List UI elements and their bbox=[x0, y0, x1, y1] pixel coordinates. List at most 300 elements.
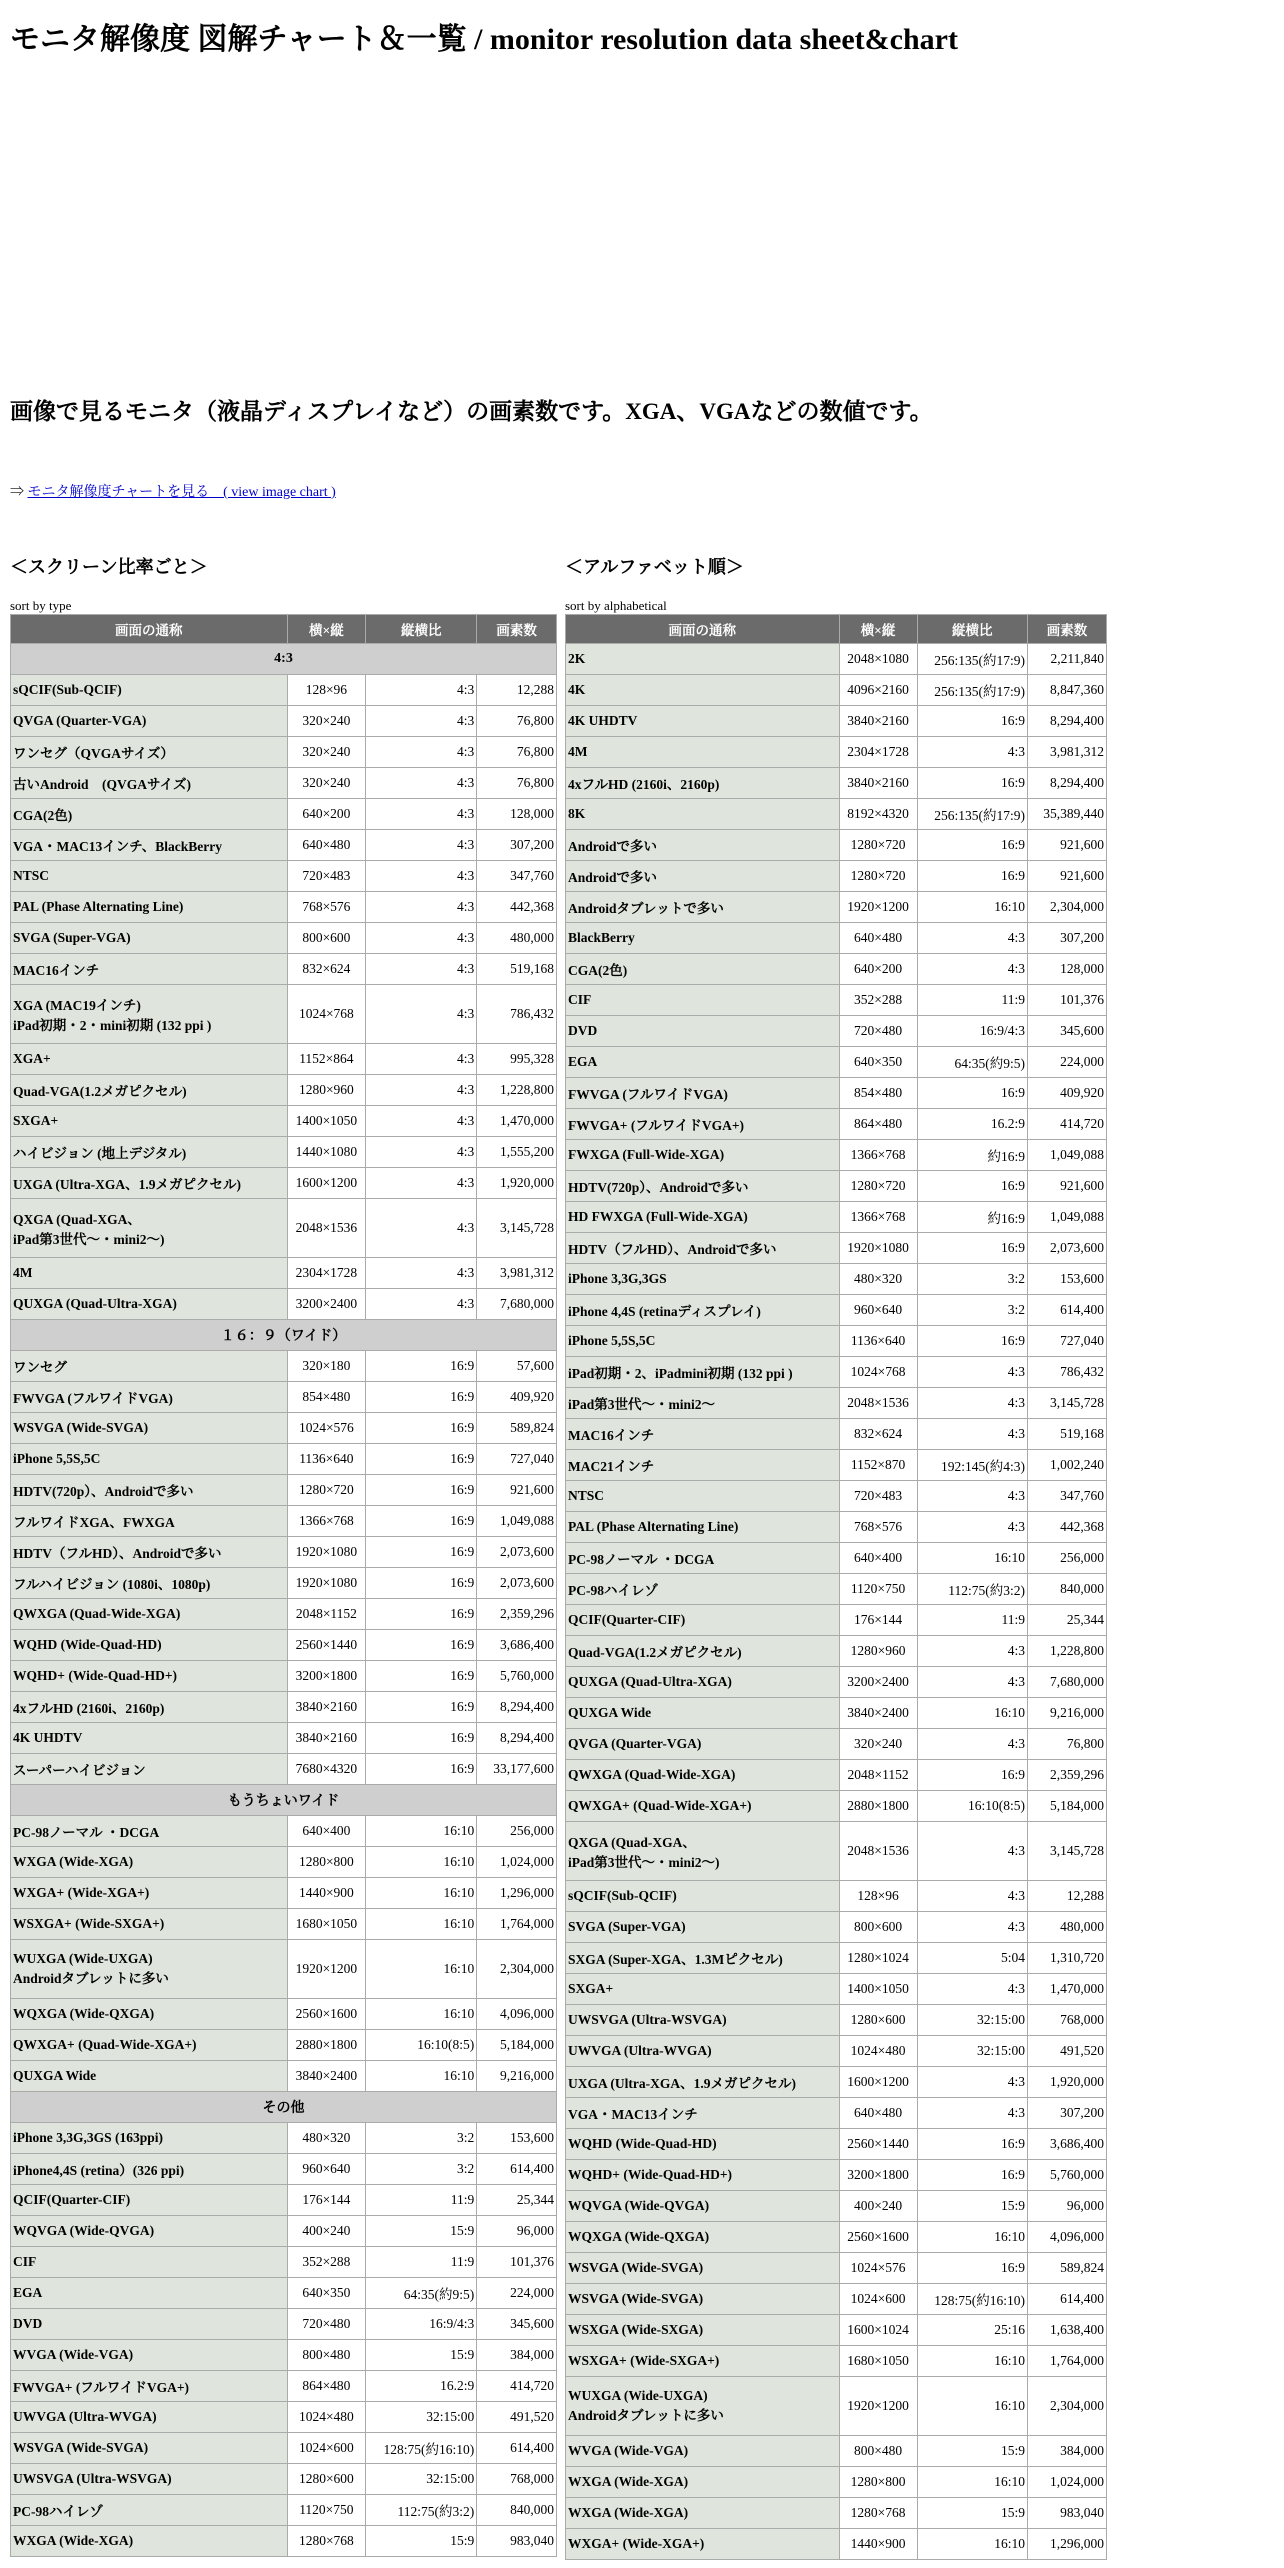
resolution-name-line: UWSVGA (Ultra-WSVGA) bbox=[13, 2471, 172, 2486]
aspect-ratio: 16:9 bbox=[918, 1326, 1027, 1356]
resolution-name bbox=[11, 985, 287, 1043]
alphabetical-table bbox=[565, 614, 1107, 2560]
resolution-size: 3840×2400 bbox=[288, 2061, 366, 2091]
resolution-name bbox=[566, 2067, 839, 2097]
aspect-ratio: 192:145(約4:3) bbox=[918, 1450, 1027, 1480]
aspect-ratio: 4:3 bbox=[366, 1258, 476, 1288]
table-row bbox=[566, 2436, 1106, 2466]
aspect-ratio: 4:3 bbox=[918, 2098, 1027, 2128]
aspect-ratio: 128:75(約16:10) bbox=[918, 2284, 1027, 2314]
resolution-size: 1280×720 bbox=[840, 861, 917, 891]
resolution-size: 1120×750 bbox=[288, 2495, 366, 2525]
table-row bbox=[11, 1754, 556, 1784]
resolution-name-line: DVD bbox=[13, 2316, 43, 2331]
resolution-size: 640×350 bbox=[288, 2278, 366, 2308]
aspect-ratio: 4:3 bbox=[366, 706, 476, 736]
resolution-name-line: フルワイドXGA、FWXGA bbox=[13, 1515, 175, 1530]
aspect-ratio: 16:10(8:5) bbox=[366, 2030, 476, 2060]
table-row bbox=[566, 768, 1106, 798]
resolution-name bbox=[566, 1791, 839, 1821]
pixel-count: 3,686,400 bbox=[1028, 2129, 1106, 2159]
resolution-name bbox=[566, 1912, 839, 1942]
pixel-count: 480,000 bbox=[1028, 1912, 1106, 1942]
resolution-name bbox=[566, 1881, 839, 1911]
resolution-name-line: ハイビジョン (地上デジタル) bbox=[13, 1146, 187, 1161]
resolution-name bbox=[11, 2464, 287, 2494]
table-row bbox=[566, 1729, 1106, 1759]
pixel-count: 768,000 bbox=[1028, 2005, 1106, 2035]
pixel-count: 307,200 bbox=[1028, 2098, 1106, 2128]
resolution-size: 1280×600 bbox=[840, 2005, 917, 2035]
resolution-name-line: HDTV(720p）、Androidで多い bbox=[13, 1484, 194, 1499]
resolution-name bbox=[11, 1630, 287, 1660]
pixel-count: 921,600 bbox=[477, 1475, 556, 1505]
resolution-size: 2048×1152 bbox=[840, 1760, 917, 1790]
resolution-name bbox=[566, 1326, 839, 1356]
sort-by-alphabetical-label: sort by alphabetical bbox=[565, 598, 667, 613]
aspect-ratio: 16:9 bbox=[366, 1661, 476, 1691]
table-row bbox=[11, 1999, 556, 2029]
view-image-chart-link[interactable]: モニタ解像度チャートを見る ( view image chart ) bbox=[27, 485, 336, 500]
group-heading: １６：９（ワイド） bbox=[11, 1320, 556, 1350]
resolution-name bbox=[566, 2191, 839, 2221]
aspect-ratio: 16:9 bbox=[918, 706, 1027, 736]
pixel-count: 128,000 bbox=[1028, 954, 1106, 984]
resolution-size: 640×400 bbox=[840, 1543, 917, 1573]
resolution-name bbox=[11, 1816, 287, 1846]
aspect-ratio: 16:9 bbox=[918, 830, 1027, 860]
table-row bbox=[566, 1512, 1106, 1542]
aspect-ratio: 4:3 bbox=[918, 1388, 1027, 1418]
resolution-size: 320×240 bbox=[288, 737, 366, 767]
table-row bbox=[566, 1047, 1106, 1077]
table-row bbox=[11, 923, 556, 953]
resolution-name-line: HD FWXGA (Full-Wide-XGA) bbox=[568, 1209, 748, 1224]
table-row bbox=[11, 1258, 556, 1288]
resolution-size: 3840×2160 bbox=[840, 768, 917, 798]
pixel-count: 3,145,728 bbox=[1028, 1822, 1106, 1880]
resolution-name bbox=[11, 1909, 287, 1939]
resolution-name bbox=[11, 2495, 287, 2525]
resolution-size: 1024×480 bbox=[840, 2036, 917, 2066]
pixel-count: 1,310,720 bbox=[1028, 1943, 1106, 1973]
pixel-count: 8,294,400 bbox=[1028, 768, 1106, 798]
resolution-name-line: iPhone 3,3G,3GS (163ppi) bbox=[13, 2130, 164, 2145]
table-row bbox=[566, 861, 1106, 891]
table-row bbox=[566, 2377, 1106, 2435]
aspect-ratio: 16:10 bbox=[918, 1543, 1027, 1573]
pixel-count: 153,600 bbox=[1028, 1264, 1106, 1294]
resolution-size: 864×480 bbox=[288, 2371, 366, 2401]
resolution-name-line: iPhone 5,5S,5C bbox=[13, 1451, 101, 1466]
pixel-count: 1,049,088 bbox=[477, 1506, 556, 1536]
resolution-name-line: HDTV（フルHD）、Androidで多い bbox=[13, 1546, 222, 1561]
pixel-count: 727,040 bbox=[1028, 1326, 1106, 1356]
resolution-name bbox=[11, 1506, 287, 1536]
table-row bbox=[11, 1909, 556, 1939]
resolution-name bbox=[566, 737, 839, 767]
resolution-name-line: SXGA+ bbox=[568, 1981, 614, 1996]
resolution-name-line: MAC16インチ bbox=[568, 1428, 655, 1443]
resolution-name bbox=[11, 2247, 287, 2277]
aspect-ratio: 15:9 bbox=[918, 2436, 1027, 2466]
resolution-size: 1024×576 bbox=[840, 2253, 917, 2283]
resolution-size: 1920×1080 bbox=[288, 1537, 366, 1567]
resolution-name-line: Quad-VGA(1.2メガピクセル) bbox=[568, 1645, 742, 1660]
resolution-size: 1280×768 bbox=[288, 2526, 366, 2556]
resolution-name-line: MAC16インチ bbox=[13, 963, 100, 978]
pixel-count: 347,760 bbox=[1028, 1481, 1106, 1511]
table-row bbox=[566, 985, 1106, 1015]
resolution-size: 1280×600 bbox=[288, 2464, 366, 2494]
resolution-name-line: SXGA (Super-XGA、1.3Mピクセル) bbox=[568, 1952, 783, 1967]
table-row bbox=[11, 1382, 556, 1412]
resolution-size: 2880×1800 bbox=[840, 1791, 917, 1821]
pixel-count: 7,680,000 bbox=[477, 1289, 556, 1319]
resolution-name bbox=[11, 954, 287, 984]
pixel-count: 2,359,296 bbox=[1028, 1760, 1106, 1790]
resolution-name bbox=[566, 1078, 839, 1108]
table-row bbox=[566, 1574, 1106, 1604]
table-row bbox=[566, 1822, 1106, 1880]
resolution-name-line: WXGA+ (Wide-XGA+) bbox=[568, 2536, 705, 2551]
pixel-count: 442,368 bbox=[1028, 1512, 1106, 1542]
table-row bbox=[566, 1326, 1106, 1356]
table-row bbox=[566, 1943, 1106, 1973]
aspect-ratio: 256:135(約17:9) bbox=[918, 799, 1027, 829]
resolution-name-line: 4K UHDTV bbox=[13, 1730, 83, 1745]
resolution-size: 1600×1024 bbox=[840, 2315, 917, 2345]
sort-by-type-label: sort by type bbox=[10, 598, 72, 613]
resolution-size: 176×144 bbox=[288, 2185, 366, 2215]
resolution-size: 640×200 bbox=[288, 799, 366, 829]
resolution-name bbox=[11, 2340, 287, 2370]
resolution-size: 1440×1080 bbox=[288, 1137, 366, 1167]
resolution-size: 2048×1536 bbox=[840, 1388, 917, 1418]
pixel-count: 3,686,400 bbox=[477, 1630, 556, 1660]
table-row bbox=[11, 1599, 556, 1629]
resolution-name bbox=[566, 1357, 839, 1387]
table-row bbox=[11, 1568, 556, 1598]
pixel-count: 840,000 bbox=[1028, 1574, 1106, 1604]
pixel-count: 921,600 bbox=[1028, 830, 1106, 860]
pixel-count: 345,600 bbox=[1028, 1016, 1106, 1046]
resolution-size: 352×288 bbox=[840, 985, 917, 1015]
alphabetical-title: ＜アルファベット順＞ bbox=[565, 557, 744, 577]
table-row bbox=[11, 2154, 556, 2184]
resolution-size: 1280×960 bbox=[840, 1636, 917, 1666]
resolution-name bbox=[566, 954, 839, 984]
pixel-count: 347,760 bbox=[477, 861, 556, 891]
resolution-name bbox=[11, 2526, 287, 2556]
resolution-name bbox=[11, 1106, 287, 1136]
resolution-name bbox=[11, 2185, 287, 2215]
aspect-ratio: 16:9 bbox=[918, 2129, 1027, 2159]
resolution-name-line: WXGA (Wide-XGA) bbox=[568, 2505, 689, 2520]
pixel-count: 307,200 bbox=[1028, 923, 1106, 953]
aspect-ratio: 64:35(約9:5) bbox=[918, 1047, 1027, 1077]
resolution-name-line: WSVGA (Wide-SVGA) bbox=[13, 2440, 149, 2455]
by-type-title: ＜スクリーン比率ごと＞ bbox=[10, 557, 208, 577]
resolution-name-line: VGA・MAC13インチ、BlackBerry bbox=[13, 839, 223, 854]
pixel-count: 1,228,800 bbox=[1028, 1636, 1106, 1666]
pixel-count: 3,145,728 bbox=[477, 1199, 556, 1257]
aspect-ratio: 4:3 bbox=[918, 1512, 1027, 1542]
resolution-size: 1024×768 bbox=[840, 1357, 917, 1387]
resolution-size: 640×480 bbox=[840, 923, 917, 953]
resolution-size: 3840×2160 bbox=[288, 1692, 366, 1722]
resolution-size: 2048×1152 bbox=[288, 1599, 366, 1629]
table-row bbox=[11, 1723, 556, 1753]
table-header-row bbox=[566, 615, 1106, 643]
resolution-name bbox=[566, 1388, 839, 1418]
resolution-name-line: HDTV(720p）、Androidで多い bbox=[568, 1180, 749, 1195]
table-row bbox=[566, 2346, 1106, 2376]
resolution-size: 1152×870 bbox=[840, 1450, 917, 1480]
pixel-count: 128,000 bbox=[477, 799, 556, 829]
resolution-size: 1920×1080 bbox=[840, 1233, 917, 1263]
aspect-ratio: 4:3 bbox=[366, 1199, 476, 1257]
pixel-count: 5,760,000 bbox=[477, 1661, 556, 1691]
resolution-name bbox=[566, 2005, 839, 2035]
aspect-ratio: 4:3 bbox=[918, 1357, 1027, 1387]
resolution-name-line: FWXGA (Full-Wide-XGA) bbox=[568, 1147, 725, 1162]
resolution-name bbox=[566, 1698, 839, 1728]
pixel-count: 3,981,312 bbox=[1028, 737, 1106, 767]
aspect-ratio: 4:3 bbox=[918, 1974, 1027, 2004]
resolution-size: 1366×768 bbox=[840, 1140, 917, 1170]
resolution-name bbox=[566, 830, 839, 860]
table-row bbox=[566, 1543, 1106, 1573]
resolution-name bbox=[566, 2436, 839, 2466]
aspect-ratio: 256:135(約17:9) bbox=[918, 644, 1027, 674]
table-row bbox=[11, 892, 556, 922]
table-row bbox=[566, 830, 1106, 860]
pixel-count: 8,294,400 bbox=[477, 1723, 556, 1753]
resolution-name-line2: Androidタブレットに多い bbox=[568, 2408, 724, 2423]
table-row bbox=[566, 2467, 1106, 2497]
resolution-size: 4096×2160 bbox=[840, 675, 917, 705]
table-row bbox=[11, 768, 556, 798]
table-row bbox=[566, 954, 1106, 984]
resolution-name-line: WSVGA (Wide-SVGA) bbox=[13, 1420, 149, 1435]
table-row bbox=[11, 737, 556, 767]
resolution-name bbox=[566, 1202, 839, 1232]
table-row bbox=[11, 1199, 556, 1257]
table-row bbox=[566, 2498, 1106, 2528]
resolution-name-line: SVGA (Super-VGA) bbox=[568, 1919, 686, 1934]
resolution-name-line: QWXGA (Quad-Wide-XGA) bbox=[13, 1606, 181, 1621]
aspect-ratio: 16:9 bbox=[918, 2160, 1027, 2190]
aspect-ratio: 16:9 bbox=[366, 1382, 476, 1412]
pixel-count: 12,288 bbox=[477, 675, 556, 705]
aspect-ratio: 16.2:9 bbox=[366, 2371, 476, 2401]
resolution-name-line: NTSC bbox=[568, 1488, 605, 1503]
resolution-name bbox=[11, 1199, 287, 1257]
pixel-count: 5,760,000 bbox=[1028, 2160, 1106, 2190]
table-row bbox=[11, 1847, 556, 1877]
resolution-name-line: Androidで多い bbox=[568, 870, 658, 885]
table-row bbox=[566, 1078, 1106, 1108]
aspect-ratio: 16:9 bbox=[366, 1444, 476, 1474]
pixel-count: 786,432 bbox=[1028, 1357, 1106, 1387]
resolution-name-line: QVGA (Quarter-VGA) bbox=[568, 1736, 702, 1751]
aspect-ratio: 256:135(約17:9) bbox=[918, 675, 1027, 705]
aspect-ratio: 16:9 bbox=[366, 1413, 476, 1443]
pixel-count: 76,800 bbox=[1028, 1729, 1106, 1759]
table-row bbox=[11, 675, 556, 705]
resolution-size: 2560×1600 bbox=[840, 2222, 917, 2252]
aspect-ratio: 16:9 bbox=[918, 768, 1027, 798]
table-row bbox=[566, 2191, 1106, 2221]
pixel-count: 921,600 bbox=[1028, 861, 1106, 891]
resolution-name bbox=[11, 1137, 287, 1167]
resolution-name bbox=[11, 1075, 287, 1105]
pixel-count: 2,359,296 bbox=[477, 1599, 556, 1629]
table-row bbox=[11, 2030, 556, 2060]
resolution-name-line: FWVGA+ (フルワイドVGA+) bbox=[568, 1118, 745, 1133]
resolution-name bbox=[566, 2498, 839, 2528]
resolution-name-line: UWVGA (Ultra-WVGA) bbox=[568, 2043, 712, 2058]
resolution-size: 960×640 bbox=[840, 1295, 917, 1325]
pixel-count: 414,720 bbox=[477, 2371, 556, 2401]
resolution-name bbox=[566, 2467, 839, 2497]
pixel-count: 840,000 bbox=[477, 2495, 556, 2525]
resolution-name-line: 2K bbox=[568, 651, 586, 666]
resolution-size: 1280×720 bbox=[840, 1171, 917, 1201]
resolution-name-line: BlackBerry bbox=[568, 930, 635, 945]
group-heading: その他 bbox=[11, 2092, 556, 2122]
table-row bbox=[566, 1264, 1106, 1294]
resolution-name-line: UXGA (Ultra-XGA、1.9メガピクセル) bbox=[13, 1177, 241, 1192]
resolution-name-line: 4K UHDTV bbox=[568, 713, 638, 728]
table-row bbox=[566, 737, 1106, 767]
resolution-name bbox=[11, 1878, 287, 1908]
resolution-name bbox=[566, 1729, 839, 1759]
pixel-count: 614,400 bbox=[477, 2154, 556, 2184]
resolution-name bbox=[566, 923, 839, 953]
table-row bbox=[11, 985, 556, 1043]
resolution-name bbox=[566, 1047, 839, 1077]
resolution-size: 2048×1536 bbox=[288, 1199, 366, 1257]
resolution-name bbox=[11, 1537, 287, 1567]
resolution-name bbox=[11, 1568, 287, 1598]
resolution-name-line: CIF bbox=[13, 2254, 37, 2269]
table-row bbox=[11, 861, 556, 891]
resolution-name-line: VGA・MAC13インチ bbox=[568, 2107, 698, 2122]
table-row bbox=[11, 799, 556, 829]
aspect-ratio: 3:2 bbox=[366, 2123, 476, 2153]
resolution-size: 1280×720 bbox=[840, 830, 917, 860]
resolution-name bbox=[11, 1475, 287, 1505]
resolution-size: 720×483 bbox=[288, 861, 366, 891]
aspect-ratio: 16:9 bbox=[918, 1078, 1027, 1108]
pixel-count: 2,073,600 bbox=[1028, 1233, 1106, 1263]
resolution-name bbox=[566, 2346, 839, 2376]
table-row bbox=[566, 2036, 1106, 2066]
group-row bbox=[11, 2092, 556, 2122]
resolution-name-line: Androidタブレットで多い bbox=[568, 901, 724, 916]
aspect-ratio: 16.2:9 bbox=[918, 1109, 1027, 1139]
aspect-ratio: 16:9 bbox=[366, 1475, 476, 1505]
aspect-ratio: 約16:9 bbox=[918, 1140, 1027, 1170]
table-row bbox=[566, 2129, 1106, 2159]
pixel-count: 786,432 bbox=[477, 985, 556, 1043]
resolution-name-line: XGA+ bbox=[13, 1051, 51, 1066]
pixel-count: 256,000 bbox=[1028, 1543, 1106, 1573]
resolution-name bbox=[566, 1419, 839, 1449]
resolution-name-line: WSXGA+ (Wide-SXGA+) bbox=[568, 2353, 720, 2368]
resolution-name bbox=[11, 2433, 287, 2463]
pixel-count: 5,184,000 bbox=[477, 2030, 556, 2060]
aspect-ratio: 16:9 bbox=[918, 1233, 1027, 1263]
aspect-ratio: 4:3 bbox=[366, 861, 476, 891]
pixel-count: 1,470,000 bbox=[1028, 1974, 1106, 2004]
resolution-name bbox=[566, 1605, 839, 1635]
table-row bbox=[11, 1692, 556, 1722]
resolution-name-line: WVGA (Wide-VGA) bbox=[13, 2347, 134, 2362]
intro-text: 画像で見るモニタ（液晶ディスプレイなど）の画素数です。XGA、VGAなどの数値です。 bbox=[10, 399, 933, 424]
resolution-name bbox=[566, 892, 839, 922]
pixel-count: 101,376 bbox=[1028, 985, 1106, 1015]
table-row bbox=[11, 2061, 556, 2091]
resolution-name bbox=[11, 1444, 287, 1474]
resolution-name bbox=[11, 923, 287, 953]
resolution-name bbox=[566, 861, 839, 891]
aspect-ratio: 3:2 bbox=[918, 1264, 1027, 1294]
header-size: 横×縦 bbox=[840, 615, 917, 643]
table-row bbox=[566, 1698, 1106, 1728]
resolution-name-line: XGA (MAC19インチ) bbox=[13, 998, 141, 1013]
resolution-size: 720×480 bbox=[840, 1016, 917, 1046]
pixel-count: 727,040 bbox=[477, 1444, 556, 1474]
table-row bbox=[11, 1075, 556, 1105]
table-row bbox=[566, 2067, 1106, 2097]
pixel-count: 5,184,000 bbox=[1028, 1791, 1106, 1821]
resolution-name bbox=[566, 1974, 839, 2004]
resolution-name bbox=[11, 2030, 287, 2060]
table-row bbox=[566, 1388, 1106, 1418]
pixel-count: 224,000 bbox=[1028, 1047, 1106, 1077]
resolution-size: 1600×1200 bbox=[288, 1168, 366, 1198]
table-row bbox=[11, 2526, 556, 2556]
table-row bbox=[11, 2309, 556, 2339]
pixel-count: 1,920,000 bbox=[477, 1168, 556, 1198]
aspect-ratio: 16:10 bbox=[918, 1698, 1027, 1728]
resolution-size: 2048×1080 bbox=[840, 644, 917, 674]
resolution-name-line: 4xフルHD (2160i、2160p) bbox=[568, 777, 720, 792]
aspect-ratio: 4:3 bbox=[918, 1822, 1027, 1880]
table-row bbox=[566, 706, 1106, 736]
resolution-name-line: 4M bbox=[568, 744, 588, 759]
resolution-size: 1280×720 bbox=[288, 1475, 366, 1505]
pixel-count: 1,920,000 bbox=[1028, 2067, 1106, 2097]
pixel-count: 35,389,440 bbox=[1028, 799, 1106, 829]
resolution-name bbox=[566, 2222, 839, 2252]
table-row bbox=[11, 706, 556, 736]
table-row bbox=[11, 2371, 556, 2401]
aspect-ratio: 16:9 bbox=[366, 1351, 476, 1381]
by-type-table bbox=[10, 614, 557, 2557]
resolution-name-line: 4K bbox=[568, 682, 586, 697]
table-row bbox=[566, 2315, 1106, 2345]
resolution-size: 832×624 bbox=[840, 1419, 917, 1449]
resolution-name bbox=[566, 2284, 839, 2314]
aspect-ratio: 16:10 bbox=[366, 1847, 476, 1877]
table-row bbox=[11, 1044, 556, 1074]
pixel-count: 2,211,840 bbox=[1028, 644, 1106, 674]
aspect-ratio: 15:9 bbox=[918, 2498, 1027, 2528]
